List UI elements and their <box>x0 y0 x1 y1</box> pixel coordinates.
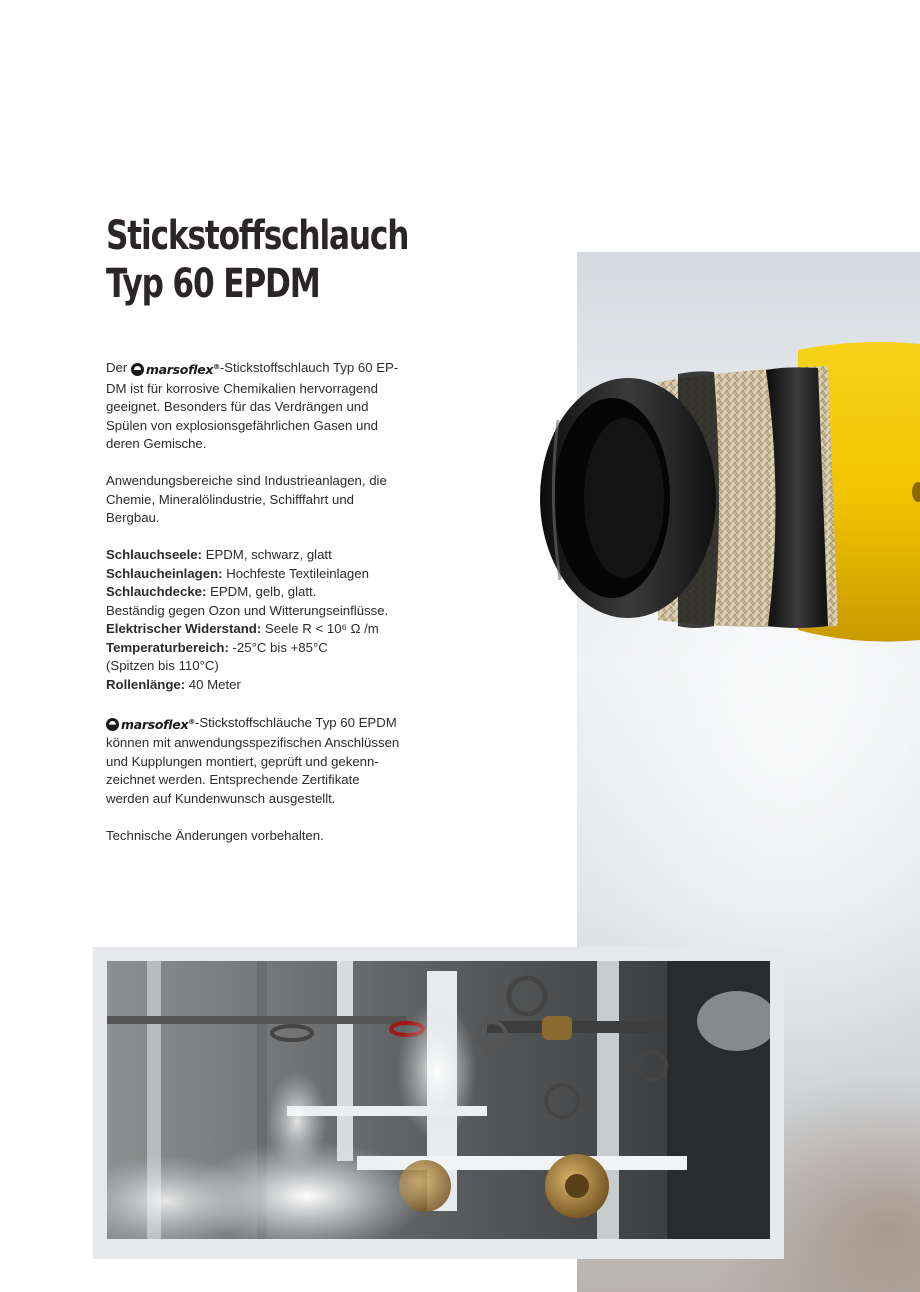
spec-line: Elektrischer Widerstand: Seele R < 10⁶ Ω /m <box>106 621 379 637</box>
spec-line: Beständig gegen Ozon und Witterungseinflüsse. <box>106 602 389 618</box>
marsoflex-logo: marsoflex® <box>106 713 195 735</box>
spec-line: Schlauchdecke: EPDM, gelb, glatt. <box>106 584 317 600</box>
title-line-1: Stickstoffschlauch <box>106 213 409 259</box>
spec-line: Schlaucheinlagen: Hochfeste Textileinlagen <box>106 565 369 581</box>
marsoflex-logo-icon <box>106 718 119 731</box>
applications-paragraph: Anwendungsbereiche sind Industrieanlagen, die Chemie, Mineralölindustrie, Schifffahrt und Bergbau. <box>106 473 387 526</box>
spec-line: (Spitzen bis 110°C) <box>106 658 219 674</box>
disclaimer: Technische Änderungen vorbehalten. <box>106 827 324 843</box>
title-line-2: Typ 60 EPDM <box>106 261 320 307</box>
assembly-paragraph: marsoflex®-Stickstoffschläuche Typ 60 EPDM können mit anwendungsspezifischen Anschlüssen und Kupplungen montiert, geprüft und gekenn- zeichnet werden. Entsprechende Zertifikate werden auf Kundenwunsch ausgestellt. <box>106 713 406 809</box>
marsoflex-logo: marsoflex® <box>131 358 220 380</box>
marsoflex-logo-icon <box>131 363 144 376</box>
page-title <box>106 212 408 308</box>
industrial-plant-photo <box>107 961 770 1239</box>
spec-line: Schlauchseele: EPDM, schwarz, glatt <box>106 547 332 563</box>
specs-block <box>106 546 406 694</box>
spec-line: Rollenlänge: 40 Meter <box>106 676 241 692</box>
hose-product-image <box>528 330 920 650</box>
spec-line: Temperaturbereich: -25°C bis +85°C <box>106 639 328 655</box>
intro-paragraph: Der marsoflex®-Stickstoffschlauch Typ 60 EP- DM ist für korrosive Chemikalien hervorragend geeignet. Besonders für das Verdrängen und Spülen von explosionsgefährlichen Gasen und deren Gemische. <box>106 358 406 454</box>
product-description <box>106 358 406 864</box>
